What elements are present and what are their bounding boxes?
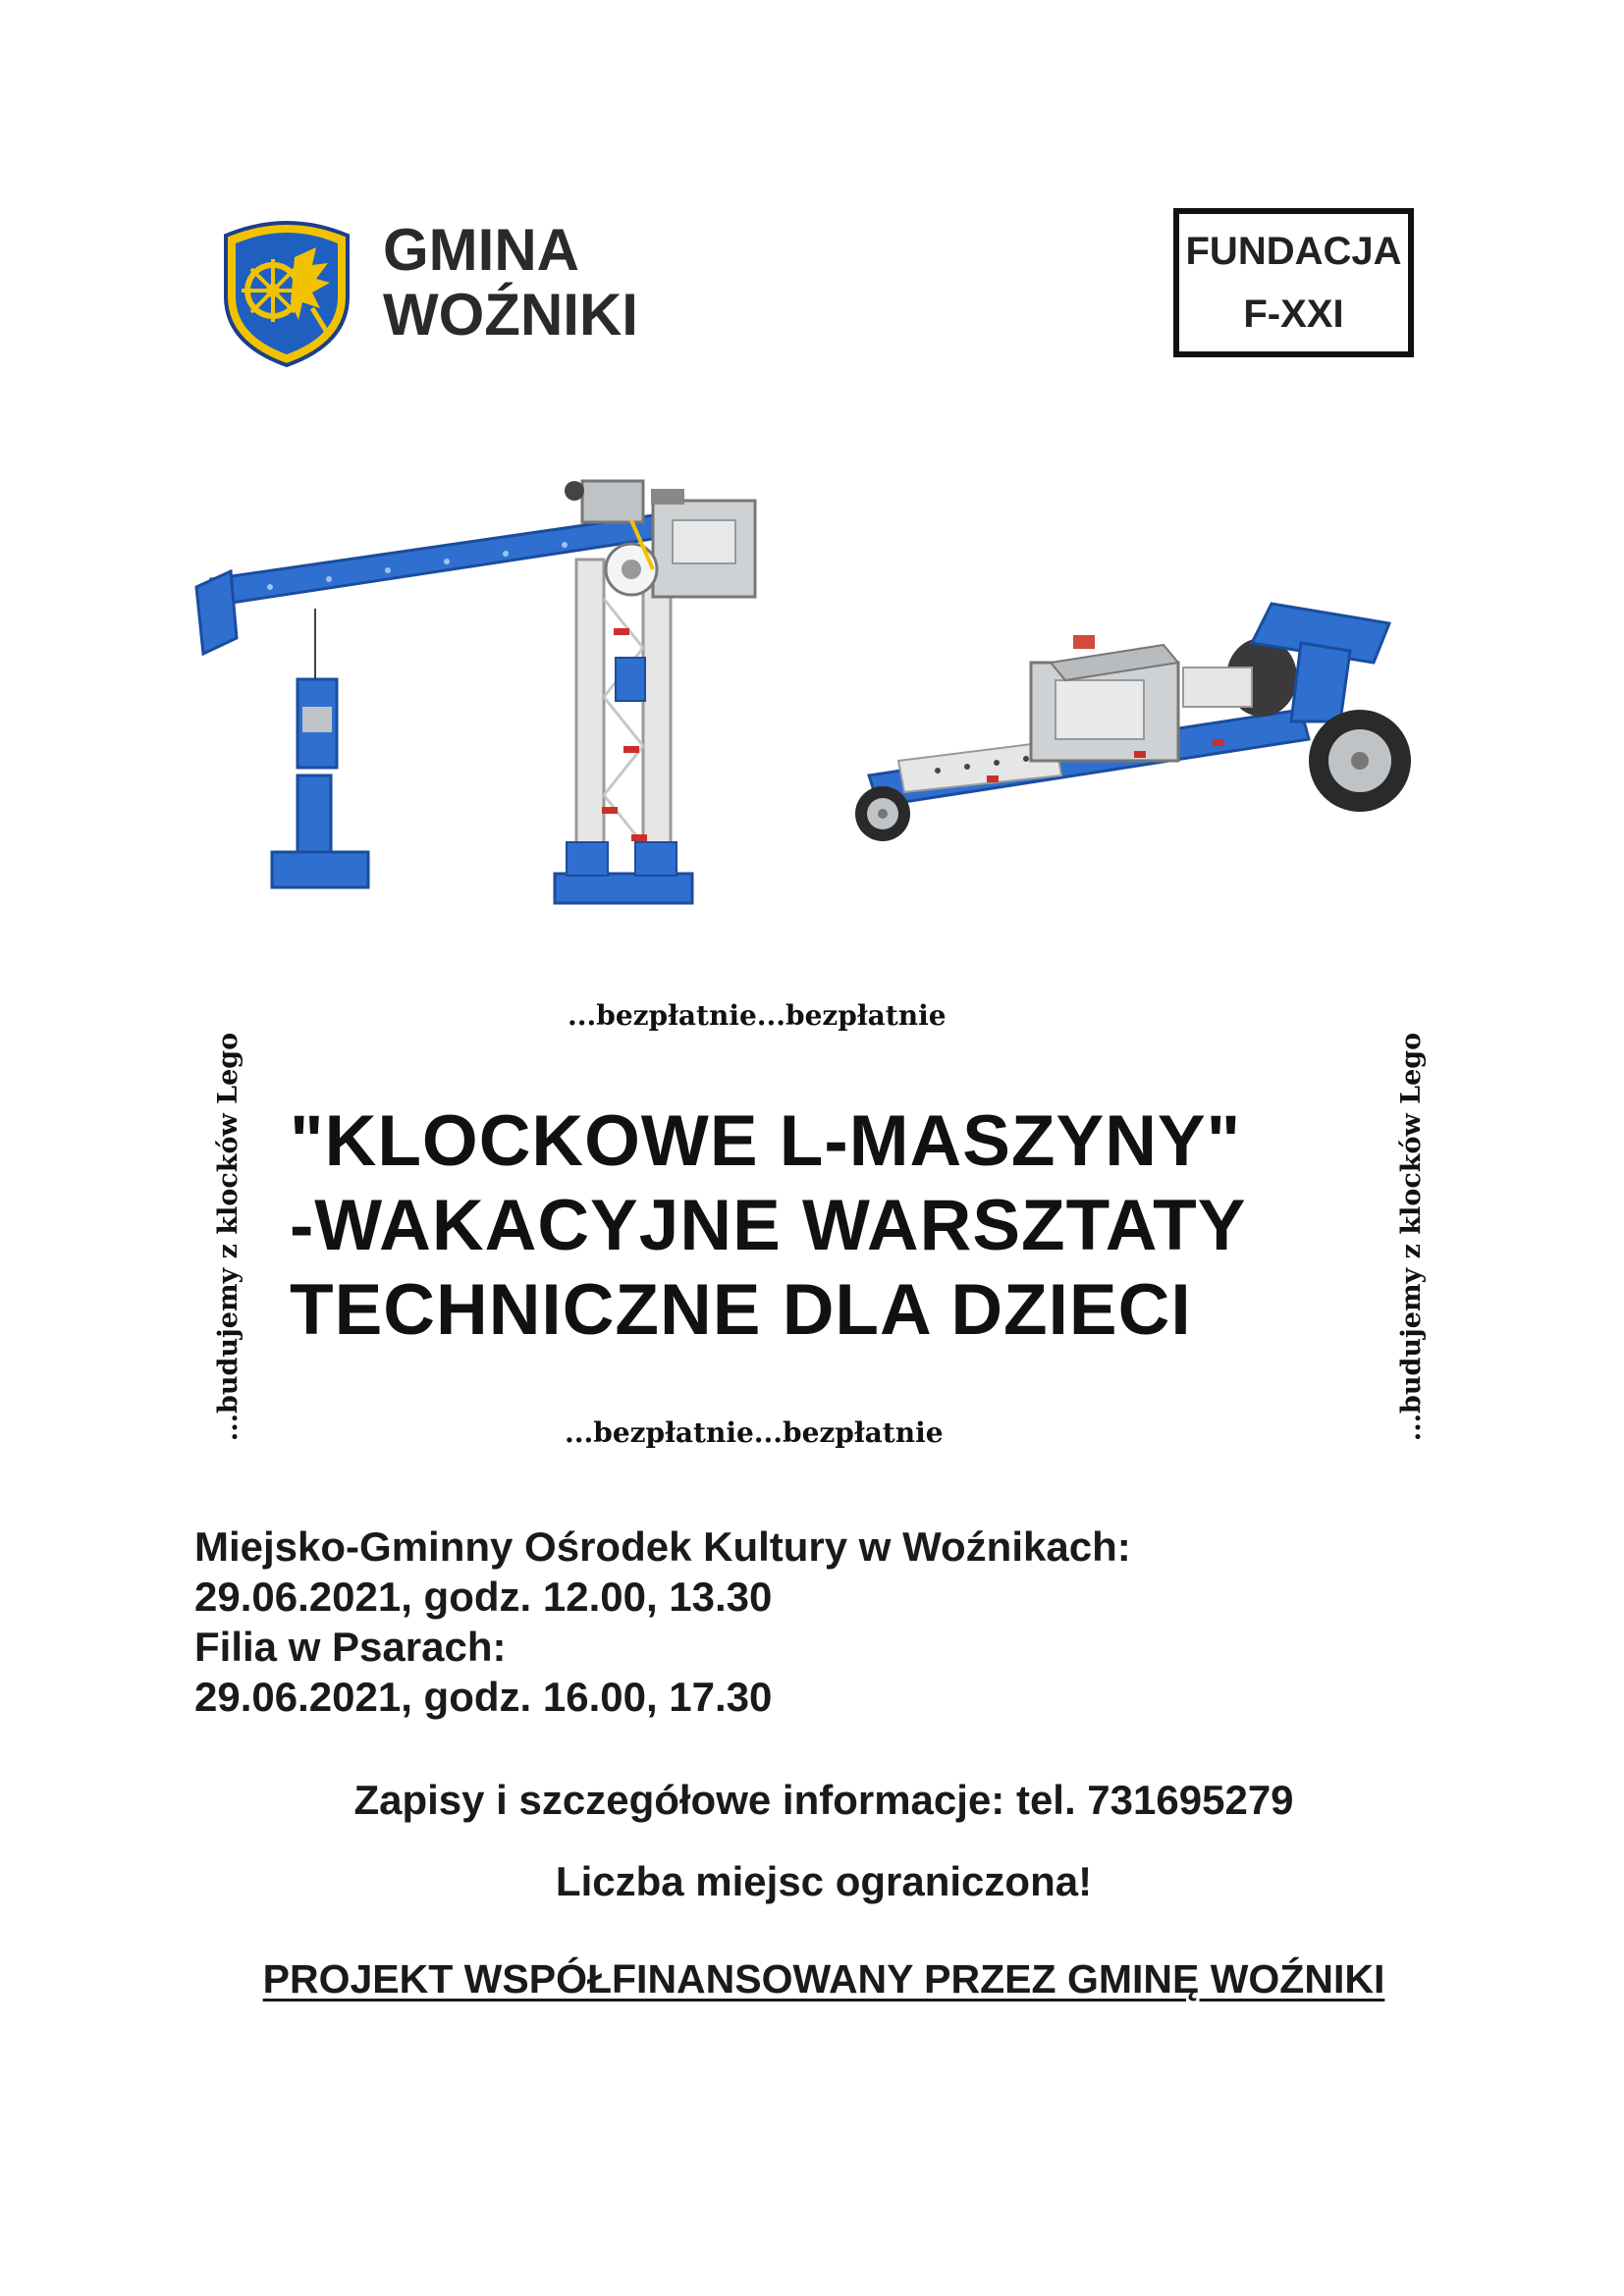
headline-line3: TECHNICZNE DLA DZIECI (290, 1270, 1192, 1350)
cofinancing-note: PROJEKT WSPÓŁFINANSOWANY PRZEZ GMINĘ WOŹNIKI (262, 1956, 1385, 2002)
side-text-left: ...budujemy z klocków Lego (213, 1032, 244, 1442)
venue2-name: Filia w Psarach: (194, 1624, 507, 1670)
signup-info: Zapisy i szczegółowe informacje: tel. 731695279 (353, 1777, 1294, 1823)
gmina-name-line2: WOŹNIKI (383, 282, 638, 347)
lego-car-image (839, 574, 1429, 859)
fundacja-logo-box (1173, 208, 1414, 357)
gmina-name-line1: GMINA (383, 217, 579, 283)
venue1-times: 29.06.2021, godz. 12.00, 13.30 (194, 1574, 773, 1620)
event-details (194, 1522, 1131, 1722)
fundacja-line2: F-XXI (1243, 293, 1344, 336)
headline-line2: -WAKACYJNE WARSZTATY (290, 1186, 1247, 1265)
venue2-times: 29.06.2021, godz. 16.00, 17.30 (194, 1674, 773, 1720)
gmina-crest-icon (218, 218, 355, 367)
tagline-top: ...bezpłatnie...bezpłatnie (568, 999, 947, 1032)
side-text-right: ...budujemy z klocków Lego (1396, 1032, 1427, 1442)
headline-line1: "KLOCKOWE L-MASZYNY" (290, 1101, 1242, 1181)
gmina-name (383, 218, 638, 347)
fundacja-line1: FUNDACJA (1185, 230, 1402, 273)
limited-places-note: Liczba miejsc ograniczona! (555, 1858, 1093, 1904)
lego-crane-image (191, 461, 830, 942)
tagline-bottom: ...bezpłatnie...bezpłatnie (565, 1416, 944, 1449)
headline (290, 1099, 1246, 1353)
venue1-name: Miejsko-Gminny Ośrodek Kultury w Woźnikach: (194, 1523, 1131, 1570)
